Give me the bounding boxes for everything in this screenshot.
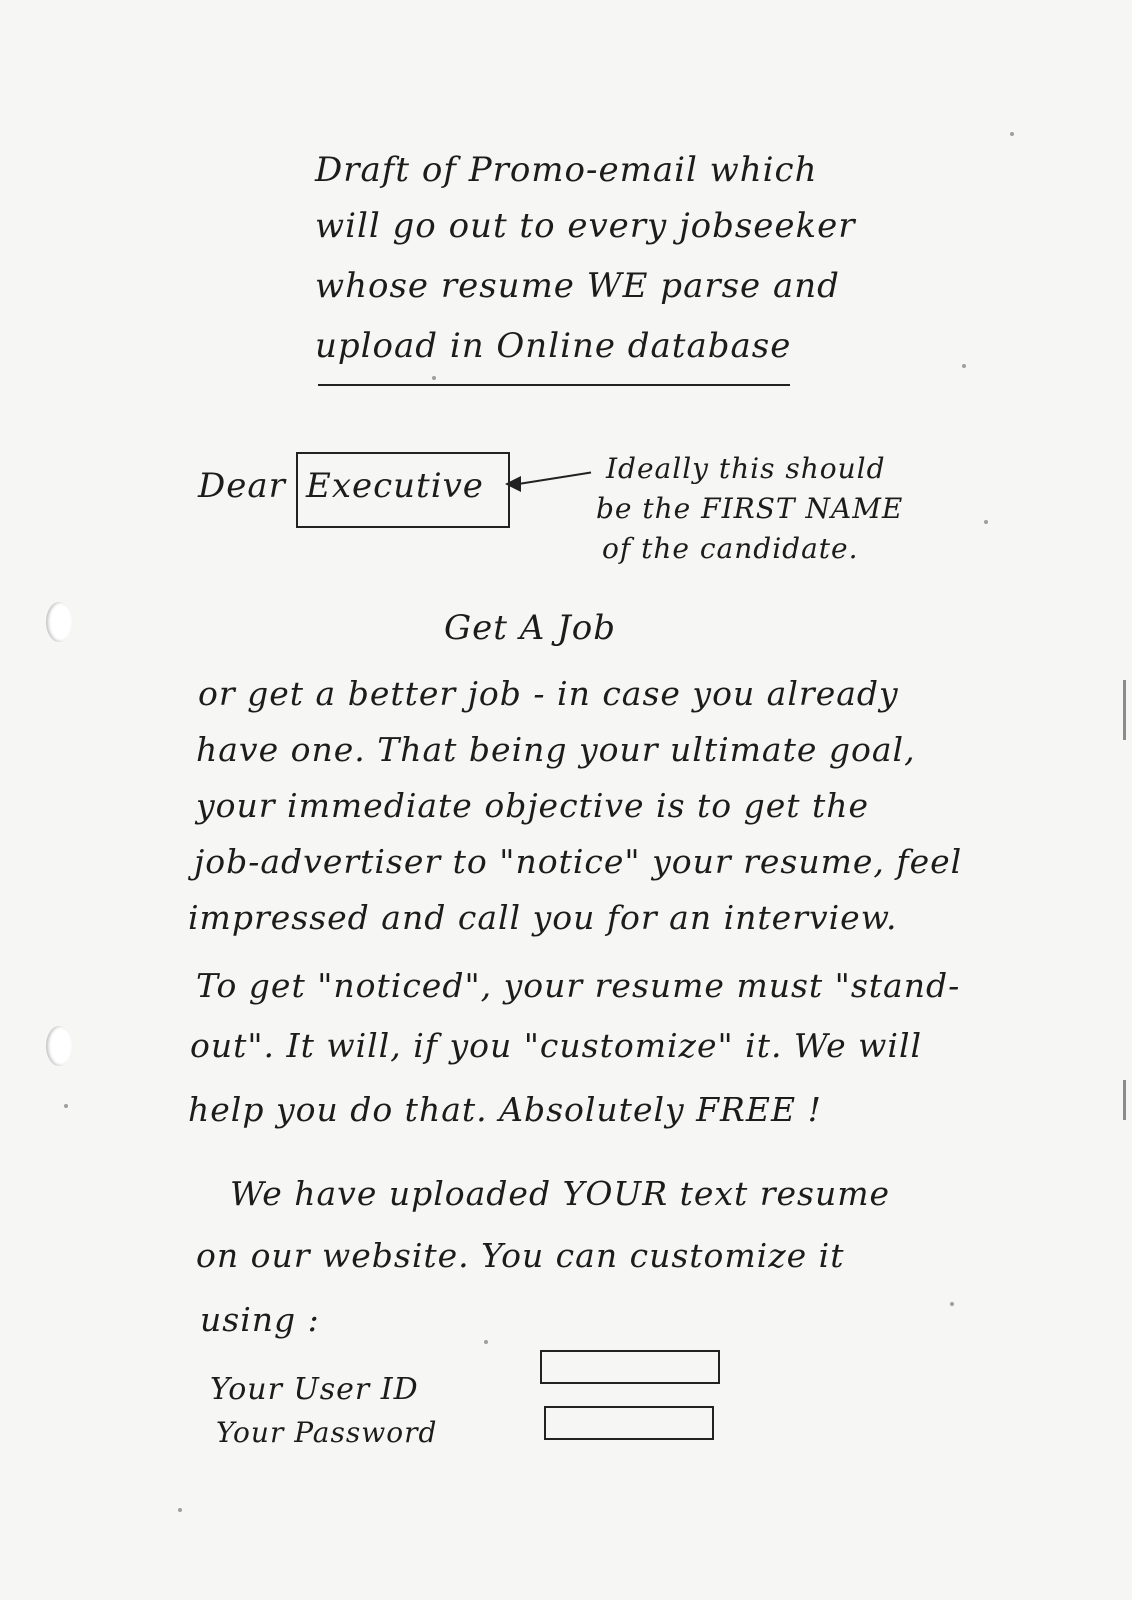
password-field[interactable] <box>544 1406 714 1440</box>
scan-speck <box>178 1508 182 1512</box>
body-line: job-advertiser to "notice" your resume, feel <box>194 842 963 881</box>
annotation-arrow-head <box>505 476 521 492</box>
scan-edge-mark <box>1123 680 1126 740</box>
annotation-arrow <box>512 471 591 485</box>
scan-edge-mark <box>1123 1080 1126 1120</box>
user-id-label: Your User ID <box>210 1372 419 1407</box>
scan-speck <box>432 376 436 380</box>
greeting-salutation: Dear <box>198 466 286 506</box>
scan-speck <box>950 1302 954 1306</box>
body-line: your immediate objective is to get the <box>196 786 870 825</box>
annotation-line: Ideally this should <box>606 452 886 485</box>
scan-speck <box>984 520 988 524</box>
body-line: help you do that. Absolutely FREE ! <box>188 1090 822 1129</box>
email-title: Get A Job <box>444 608 616 648</box>
body-line: impressed and call you for an interview. <box>188 898 898 937</box>
heading-underline <box>318 384 790 386</box>
body-line: using : <box>200 1300 320 1339</box>
scan-speck <box>64 1104 68 1108</box>
user-id-field[interactable] <box>540 1350 720 1384</box>
first-name-placeholder: Executive <box>306 466 484 506</box>
annotation-line: of the candidate. <box>602 532 859 565</box>
body-line: We have uploaded YOUR text resume <box>230 1174 891 1213</box>
scan-speck <box>1010 132 1014 136</box>
binder-hole-top <box>46 602 72 642</box>
heading-line: whose resume WE parse and <box>315 266 840 306</box>
heading-line: will go out to every jobseeker <box>315 206 856 246</box>
body-line: have one. That being your ultimate goal, <box>196 730 916 769</box>
heading-line: upload in Online database <box>315 326 792 366</box>
scan-speck <box>962 364 966 368</box>
body-line: To get "noticed", your resume must "stand- <box>196 966 961 1005</box>
body-line: out". It will, if you "customize" it. We will <box>190 1026 923 1065</box>
body-line: or get a better job - in case you already <box>198 674 899 713</box>
binder-hole-bottom <box>46 1026 72 1066</box>
body-line: on our website. You can customize it <box>196 1236 845 1275</box>
scan-speck <box>484 1340 488 1344</box>
heading-line: Draft of Promo-email which <box>315 150 818 190</box>
annotation-line: be the FIRST NAME <box>596 492 904 525</box>
password-label: Your Password <box>216 1416 438 1449</box>
